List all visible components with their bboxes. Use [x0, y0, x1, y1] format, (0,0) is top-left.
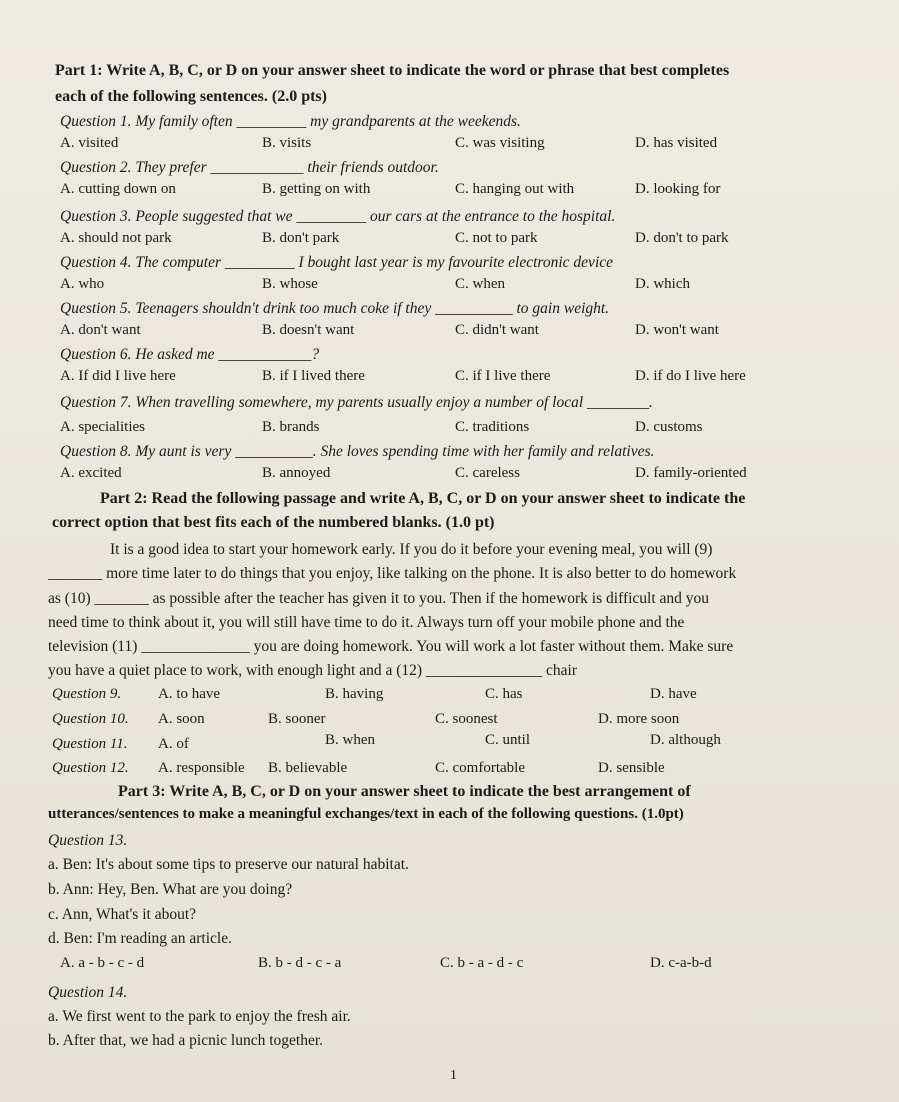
q8-option-a: A. excited	[60, 465, 122, 481]
q6-option-a: A. If did I live here	[60, 368, 176, 384]
q1-option-b: B. visits	[262, 135, 312, 151]
question-5-stem: Question 5. Teenagers shouldn't drink too much coke if they __________ to gain weight.	[60, 300, 610, 317]
q1-option-d: D. has visited	[635, 135, 718, 151]
part1-heading-line1: Part 1: Write A, B, C, or D on your answer sheet to indicate the word or phrase that best completes	[55, 62, 730, 79]
q6-option-d: D. if do I live here	[635, 368, 746, 384]
question-4-stem: Question 4. The computer _________ I bought last year is my favourite electronic device	[60, 254, 614, 271]
question-14-title: Question 14.	[48, 984, 128, 1001]
q3-option-a: A. should not park	[60, 230, 172, 246]
question-10-stem: Question 10.	[52, 711, 129, 727]
q13-option-a: A. a - b - c - d	[60, 955, 145, 971]
question-8-stem: Question 8. My aunt is very __________. She loves spending time with her family and relatives.	[60, 443, 655, 460]
q10-option-d: D. more soon	[598, 711, 680, 727]
q11-option-c: C. until	[485, 732, 531, 748]
q14-line-b: b. After that, we had a picnic lunch together.	[48, 1032, 324, 1049]
question-7-stem: Question 7. When travelling somewhere, my parents usually enjoy a number of local ________.	[60, 394, 653, 411]
passage-line-6: you have a quiet place to work, with enough light and a (12) _______________ chair	[48, 662, 578, 679]
q9-option-c: C. has	[485, 686, 523, 702]
q11-option-a: A. of	[158, 736, 189, 752]
passage-line-1: It is a good idea to start your homework early. If you do it before your evening meal, you will (9)	[110, 541, 713, 558]
q10-option-c: C. soonest	[435, 711, 498, 727]
q7-option-b: B. brands	[262, 419, 320, 435]
passage-line-3: as (10) _______ as possible after the teacher has given it to you. Then if the homework is difficult and you	[48, 590, 710, 607]
part2-heading-line2: correct option that best fits each of the numbered blanks. (1.0 pt)	[52, 514, 495, 531]
q8-option-d: D. family-oriented	[635, 465, 747, 481]
q5-option-d: D. won't want	[635, 322, 719, 338]
question-9-stem: Question 9.	[52, 686, 122, 702]
q7-option-c: C. traditions	[455, 419, 530, 435]
q2-option-a: A. cutting down on	[60, 181, 176, 197]
q13-line-d: d. Ben: I'm reading an article.	[48, 930, 232, 947]
q7-option-a: A. specialities	[60, 419, 145, 435]
part2-heading-line1: Part 2: Read the following passage and write A, B, C, or D on your answer sheet to indicate the	[100, 490, 746, 507]
part3-heading-line1: Part 3: Write A, B, C, or D on your answer sheet to indicate the best arrangement of	[118, 783, 691, 800]
question-2-stem: Question 2. They prefer ____________ their friends outdoor.	[60, 159, 439, 176]
q13-option-c: C. b - a - d - c	[440, 955, 524, 971]
q4-option-b: B. whose	[262, 276, 318, 292]
question-12-stem: Question 12.	[52, 760, 129, 776]
question-11-stem: Question 11.	[52, 736, 128, 752]
q2-option-d: D. looking for	[635, 181, 721, 197]
q13-line-b: b. Ann: Hey, Ben. What are you doing?	[48, 881, 293, 898]
question-13-title: Question 13.	[48, 832, 128, 849]
q5-option-b: B. doesn't want	[262, 322, 355, 338]
q12-option-b: B. believable	[268, 760, 348, 776]
q9-option-a: A. to have	[158, 686, 221, 702]
q11-option-d: D. although	[650, 732, 721, 748]
q2-option-b: B. getting on with	[262, 181, 371, 197]
question-1-stem: Question 1. My family often _________ my grandparents at the weekends.	[60, 113, 521, 130]
q13-line-c: c. Ann, What's it about?	[48, 906, 197, 923]
q10-option-a: A. soon	[158, 711, 205, 727]
q6-option-b: B. if I lived there	[262, 368, 365, 384]
q3-option-c: C. not to park	[455, 230, 538, 246]
question-6-stem: Question 6. He asked me ____________?	[60, 346, 320, 363]
q3-option-d: D. don't to park	[635, 230, 729, 246]
q12-option-a: A. responsible	[158, 760, 245, 776]
q12-option-c: C. comfortable	[435, 760, 525, 776]
q13-line-a: a. Ben: It's about some tips to preserve our natural habitat.	[48, 856, 409, 873]
q4-option-c: C. when	[455, 276, 505, 292]
q3-option-b: B. don't park	[262, 230, 340, 246]
q14-line-a: a. We first went to the park to enjoy the fresh air.	[48, 1008, 351, 1025]
part3-heading-line2: utterances/sentences to make a meaningful exchanges/text in each of the following questions. (1.0pt)	[48, 806, 684, 822]
q5-option-c: C. didn't want	[455, 322, 539, 338]
q4-option-d: D. which	[635, 276, 690, 292]
q10-option-b: B. sooner	[268, 711, 326, 727]
q9-option-d: D. have	[650, 686, 697, 702]
q8-option-b: B. annoyed	[262, 465, 331, 481]
passage-line-2: _______ more time later to do things that you enjoy, like talking on the phone. It is also better to do homework	[48, 565, 737, 582]
q13-option-d: D. c-a-b-d	[650, 955, 712, 971]
page-number: 1	[450, 1068, 457, 1083]
q7-option-d: D. customs	[635, 419, 703, 435]
q6-option-c: C. if I live there	[455, 368, 551, 384]
passage-line-4: need time to think about it, you will still have time to do it. Always turn off your mobile phone and the	[48, 614, 685, 631]
q1-option-c: C. was visiting	[455, 135, 545, 151]
question-3-stem: Question 3. People suggested that we _________ our cars at the entrance to the hospital.	[60, 208, 616, 225]
q2-option-c: C. hanging out with	[455, 181, 575, 197]
q12-option-d: D. sensible	[598, 760, 665, 776]
q9-option-b: B. having	[325, 686, 384, 702]
q4-option-a: A. who	[60, 276, 105, 292]
q1-option-a: A. visited	[60, 135, 119, 151]
q5-option-a: A. don't want	[60, 322, 141, 338]
passage-line-5: television (11) ______________ you are doing homework. You will work a lot faster without them. Make sure	[48, 638, 734, 655]
q8-option-c: C. careless	[455, 465, 520, 481]
q11-option-b: B. when	[325, 732, 375, 748]
q13-option-b: B. b - d - c - a	[258, 955, 342, 971]
part1-heading-line2: each of the following sentences. (2.0 pts)	[55, 88, 327, 105]
